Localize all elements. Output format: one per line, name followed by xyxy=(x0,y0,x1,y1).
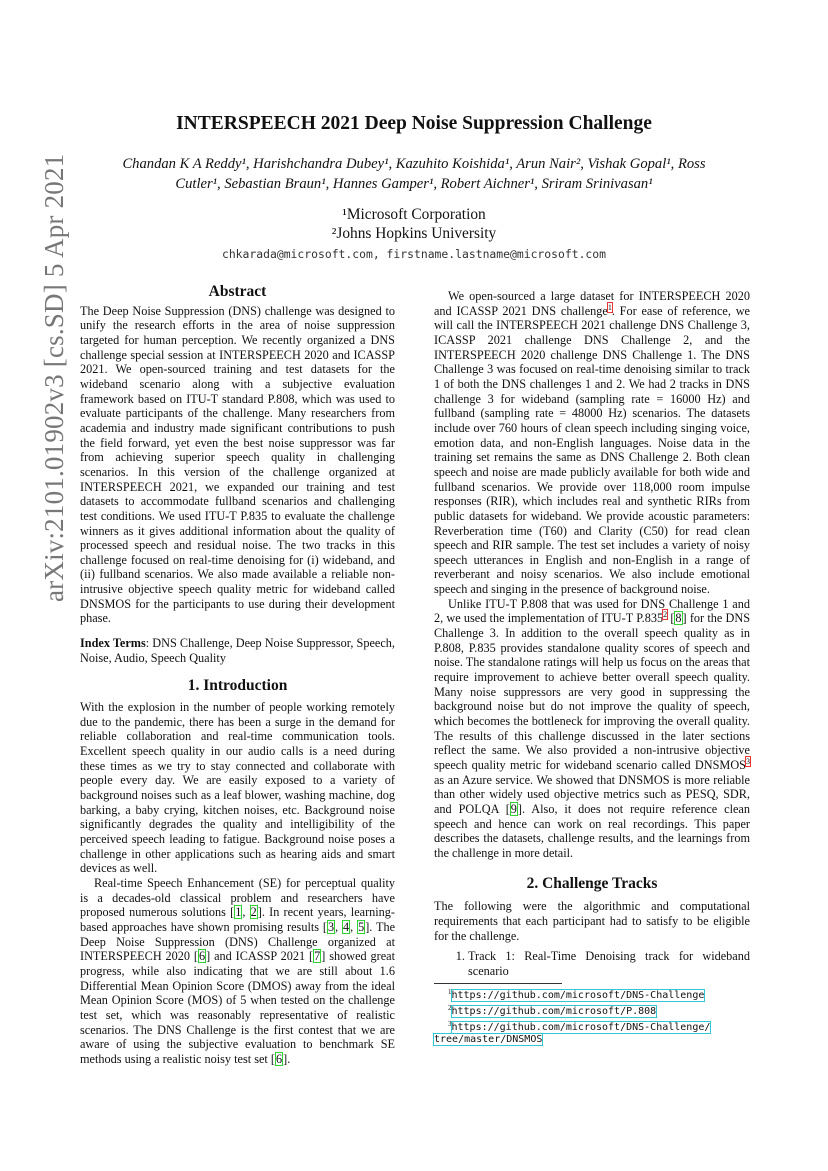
footnote-rule xyxy=(434,983,562,984)
author-list xyxy=(70,154,758,194)
author-line-1: Chandan K A Reddy¹, Harishchandra Dubey¹, Kazuhito Koishida¹, Arun Nair², Vishak Gopal¹, Ross xyxy=(122,156,706,172)
right-paragraph-1: We open-sourced a large dataset for INTERSPEECH 2020 and ICASSP 2021 DNS challenge$^1$. For ease of reference, we will call the INTERSPEECH 2021 challenge DNS Challenge 3, ICASSP 2021 challenge DNS Challenge 2, and the INTERSPEECH 2020 challenge DNS Challenge 1. The DNS Challenge 3 was focused on real-time denoising similar to track 1 of both the DNS challenges 1 and 2. We had 2 tracks in DNS challenge 3 for wideband (sampling rate = 16000 Hz) and fullband (sampling rate = 48000 Hz) scenarios. The datasets include over 760 hours of clean speech including singing voice, emotion data, and non-English languages. Noise data in the training set remains the same as DNS Challenge 2. Both clean speech and noise are made publicly available for both wide and fullband scenarios. We provide over 118,000 room impulse responses (RIR), which includes real and synthetic RIRs from public datasets for wideband. We provide acoustic parameters: Reverberation time (T60) and Clarity (C50) for read clean speech and RIR sample. The test set includes a variety of noisy speech utterances in English and non-English in a range of reverberant and noisy scenarios. We also include emotional speech and singing in the presence of background noise. xyxy=(434,289,750,597)
citation-link[interactable]: 1 xyxy=(235,905,242,920)
right-column xyxy=(434,289,750,1046)
right-paragraph-3: The following were the algorithmic and computational requirements that each participant had to satisfy to be eligible for the challenge. xyxy=(434,899,750,943)
index-terms-label: Index Terms xyxy=(80,636,146,651)
footnote-3: $^3$https://github.com/microsoft/DNS-Challenge/ xyxy=(448,1019,711,1033)
index-terms-text: : DNS Challenge, Deep Noise Suppressor, Speech, Noise, Audio, Speech Quality xyxy=(80,636,395,665)
right-paragraph-2: Unlike ITU-T P.808 that was used for DNS Challenge 1 and 2, we used the implementation of ITU-T P.835$^2$ [8] for the DNS Challenge 3. In addition to the overall speech quality as in P.808, P.835 provides standalone quality scores of speech and noise. The standalone ratings will help us focus on the areas that require improvement to achieve better overall speech quality. Many noise suppressors are very good in suppressing the background noise but do not improve the quality of speech, which becomes the bottleneck for improving the overall quality. The results of this challenge discussed in the later sections reflect the same. We also provided a non-intrusive objective speech quality metric for wideband scenario called DNSMOS$^3$ as an Azure service. We showed that DNSMOS is more reliable than other widely used objective metrics such as PESQ, SDR, and POLQA [9]. Also, it does not require reference clean speech and hence can work on real recordings. This paper describes the datasets, challenge results, and the learnings from the challenge in more detail. xyxy=(434,596,751,860)
citation-link[interactable]: 7 xyxy=(314,949,321,964)
abstract-text: The Deep Noise Suppression (DNS) challenge was designed to unify the research efforts in the area of noise suppression targeted for human perception. We recently organized a DNS challenge special session at INTERSPEECH 2020 and ICASSP 2021. We open-sourced training and test datasets for the wideband scenario along with a subjective evaluation framework based on ITU-T standard P.808, which was used to evaluate participants of the challenge. Many researchers from academia and industry made significant contributions to push the field forward, yet even the best noise suppressor was far from achieving superior speech quality in challenging scenarios. In this version of the challenge organized at INTERSPEECH 2021, we expanded our training and test datasets to accommodate fullband scenarios and challenging test conditions. We used ITU-T P.835 to evaluate the challenge winners as it gives additional information about the quality of processed speech and residual noise. The two tracks in this challenge focused on real-time denoising for (i) wideband, and (ii) fullband scenarios. We also made available a reliable non-intrusive objective speech quality metric for wideband called DNSMOS for the participants to use during their development phase. xyxy=(80,303,395,626)
citation-link[interactable]: 3 xyxy=(327,919,335,934)
footnote-url-link[interactable]: https://github.com/microsoft/DNS-Challenge xyxy=(451,989,705,1001)
author-emails: chkarada@microsoft.com, firstname.lastname@microsoft.com xyxy=(221,247,607,261)
footnote-2: $^2$https://github.com/microsoft/P.808 xyxy=(448,1003,657,1017)
footnote-3-cont xyxy=(434,1034,750,1046)
footnote-url-link[interactable]: tree/master/DNSMOS xyxy=(434,1034,543,1045)
arxiv-identifier: arXiv:2101.01902v3 [cs.SD] 5 Apr 2021 xyxy=(39,153,69,602)
footnote-url-link[interactable]: https://github.com/microsoft/DNS-Challenge/ xyxy=(451,1022,711,1033)
footnote-1: $^1$https://github.com/microsoft/DNS-Challenge xyxy=(448,987,705,1001)
paper-title: INTERSPEECH 2021 Deep Noise Suppression Challenge xyxy=(176,113,652,134)
list-item: 1. Track 1: Real-Time Denoising track for wideband scenario xyxy=(468,949,750,978)
footnote-url-link[interactable]: https://github.com/microsoft/P.808 xyxy=(451,1005,657,1017)
citation-link[interactable]: 6 xyxy=(275,1051,283,1066)
intro-paragraph-2: Real-time Speech Enhancement (SE) for perceptual quality is a decades-old classical problem and researchers have proposed numerous solutions [1, 2]. In recent years, learning-based approaches have shown promising results [3, 4, 5]. The Deep Noise Suppression (DNS) Challenge organized at INTERSPEECH 2020 [6] and ICASSP 2021 [7] showed great progress, while also indicating that we are still about 1.6 Differential Mean Opinion Score (DMOS) away from the ideal Mean Opinion Score (MOS) of 5 when tested on the challenge test set, which was reasonably representative of realistic scenarios. The DNS Challenge is the first contest that we are aware of using the subjective evaluation to benchmark SE methods using a realistic noisy test set [6]. xyxy=(80,875,396,1066)
citation-link[interactable]: 5 xyxy=(358,919,365,934)
footnote-ref[interactable]: 1 xyxy=(607,302,612,312)
footnotes xyxy=(434,986,750,1046)
affiliation-microsoft: ¹Microsoft Corporation xyxy=(342,206,486,223)
abstract-heading: Abstract xyxy=(208,283,267,300)
citation-link[interactable]: 9 xyxy=(510,801,517,816)
index-terms xyxy=(80,636,395,665)
footnote-ref[interactable]: 3 xyxy=(746,756,750,766)
citation-link[interactable]: 6 xyxy=(199,949,206,964)
affiliation-jhu: ²Johns Hopkins University xyxy=(331,225,497,242)
affiliations xyxy=(0,205,828,243)
challenge-tracks-heading: 2. Challenge Tracks xyxy=(526,874,658,892)
left-column xyxy=(80,285,395,1066)
citation-link[interactable]: 8 xyxy=(675,611,682,626)
intro-paragraph-1: With the explosion in the number of people working remotely due to the pandemic, there has been a surge in the demand for reliable collaboration and real-time communication tools. Excellent speech quality in our audio calls is a need during these times as we try to stay connected and collaborate with people every day. We are easily exposed to a variety of background noises such as a leaf blower, washing machine, dog barking, a baby crying, kitchen noises, etc. Background noise significantly degrades the quality and intelligibility of the perceived speech leading to fatigue. Background noise poses a challenge in other applications such as hearing aids and smart devices as well. xyxy=(80,700,395,876)
footnote-ref[interactable]: 2 xyxy=(663,610,668,620)
intro-heading: 1. Introduction xyxy=(187,677,288,695)
author-line-2: Cutler¹, Sebastian Braun¹, Hannes Gamper¹, Robert Aichner¹, Sriram Srinivasan¹ xyxy=(175,176,653,192)
citation-link[interactable]: 4 xyxy=(343,919,350,934)
citation-link[interactable]: 2 xyxy=(250,905,257,920)
tracks-list xyxy=(434,949,750,978)
